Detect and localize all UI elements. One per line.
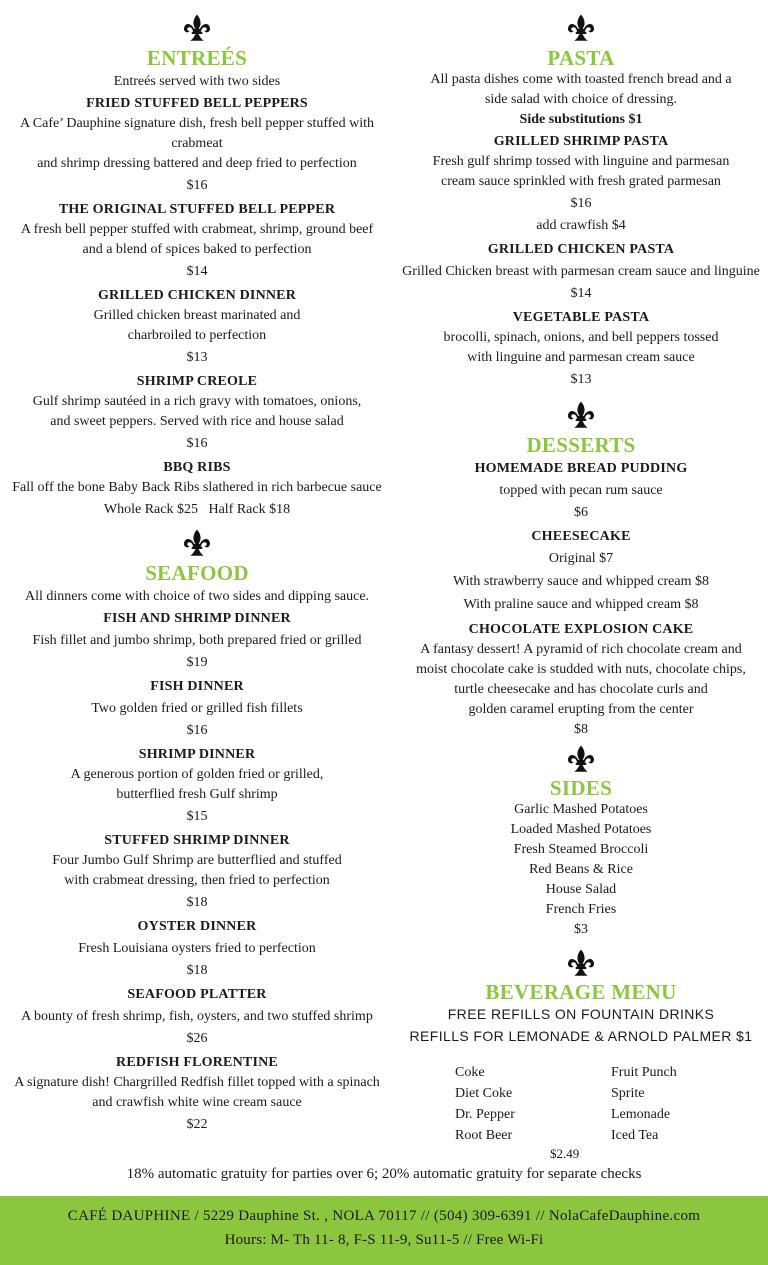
menu-item <box>394 527 768 616</box>
item-price: $18 <box>186 963 208 978</box>
item-extra: add crawfish $4 <box>536 218 626 233</box>
fleur-de-lis-icon <box>566 13 596 43</box>
item-price: $16 <box>186 178 208 193</box>
menu-item <box>394 240 768 304</box>
item-price: $19 <box>186 655 208 670</box>
item-desc: Fall off the bone Baby Back Ribs slathered in rich barbecue sauce <box>12 480 382 495</box>
item-price: Whole Rack $25 Half Rack $18 <box>103 502 291 517</box>
list-item: Diet Coke <box>455 1086 513 1101</box>
seafood-intro: All dinners come with choice of two sides and dipping sauce. <box>24 589 370 604</box>
entrees-intro: Entreés served with two sides <box>113 74 281 89</box>
fleur-de-lis-icon <box>566 744 596 774</box>
list-item: Coke <box>455 1065 485 1080</box>
list-item: Root Beer <box>455 1128 513 1143</box>
footer-address: CAFÉ DAUPHINE / 5229 Dauphine St. , NOLA 70117 // (504) 309-6391 // NolaCafeDauphine.com <box>67 1208 701 1224</box>
menu-item <box>394 308 768 390</box>
item-price: $8 <box>574 722 588 737</box>
item-desc: A Cafe’ Dauphine signature dish, fresh bell pepper stuffed with crabmeat and shrimp dressing battered and deep fried to perfection <box>19 116 375 171</box>
free-refills: FREE REFILLS ON FOUNTAIN DRINKS <box>447 1006 715 1022</box>
item-desc: A fantasy dessert! A pyramid of rich chocolate cream and moist chocolate cake is studded with nuts, chocolate chips, turtle cheesecake and has chocolate curls and golden caramel erupting from the center <box>416 642 746 717</box>
paid-refills: REFILLS FOR LEMONADE & ARNOLD PALMER $1 <box>409 1028 753 1044</box>
list-item: Fruit Punch <box>611 1065 677 1080</box>
menu-item <box>394 620 768 740</box>
desserts-title: DESSERTS <box>526 433 636 457</box>
beverage-col-1 <box>455 1062 515 1146</box>
item-price: $18 <box>186 895 208 910</box>
seafood-title: SEAFOOD <box>145 561 249 585</box>
item-price: $16 <box>186 723 208 738</box>
item-desc: A signature dish! Chargrilled Redfish fillet topped with a spinach and crawfish white wine cream sauce <box>14 1075 380 1110</box>
item-name: BBQ RIBS <box>163 460 231 475</box>
list-item: House Salad <box>545 882 617 897</box>
sides-price: $3 <box>574 922 588 937</box>
pasta-title: PASTA <box>547 46 615 70</box>
item-name: HOMEMADE BREAD PUDDING <box>474 461 688 476</box>
item-desc: A bounty of fresh shrimp, fish, oysters, and two stuffed shrimp <box>21 1009 373 1024</box>
item-desc: brocolli, spinach, onions, and bell peppers tossed with linguine and parmesan cream sauce <box>443 330 719 365</box>
menu-item <box>0 745 394 827</box>
sides-list <box>394 800 768 920</box>
left-column <box>0 0 394 1135</box>
item-desc: A fresh bell pepper stuffed with crabmeat, shrimp, ground beef and a blend of spices baked to perfection <box>20 222 374 257</box>
list-item: Garlic Mashed Potatoes <box>514 802 648 817</box>
menu-item <box>0 94 394 196</box>
menu-item <box>0 831 394 913</box>
item-name: OYSTER DINNER <box>137 919 257 934</box>
fleur-de-lis-icon <box>182 13 212 43</box>
footer-hours: Hours: M- Th 11- 8, F-S 11-9, Su11-5 // Free Wi-Fi <box>224 1232 544 1248</box>
item-name: CHEESECAKE <box>531 529 631 544</box>
item-desc: Grilled Chicken breast with parmesan cream sauce and linguine <box>402 264 760 279</box>
fleur-de-lis-icon <box>566 948 596 978</box>
menu-item <box>0 609 394 673</box>
list-item: Dr. Pepper <box>455 1107 515 1122</box>
list-item: Sprite <box>611 1086 645 1101</box>
item-price: $22 <box>186 1117 208 1132</box>
menu-item <box>0 372 394 454</box>
item-desc: Fresh Louisiana oysters fried to perfection <box>78 941 316 956</box>
item-desc: Gulf shrimp sautéed in a rich gravy with tomatoes, onions, and sweet peppers. Served with rice and house salad <box>32 394 362 429</box>
item-price: $13 <box>186 350 208 365</box>
menu-item <box>0 286 394 368</box>
item-desc: Four Jumbo Gulf Shrimp are butterflied and stuffed with crabmeat dressing, then fried to perfection <box>52 853 342 888</box>
item-desc: Grilled chicken breast marinated and charbroiled to perfection <box>93 308 301 343</box>
gratuity-note: 18% automatic gratuity for parties over 6; 20% automatic gratuity for separate checks <box>126 1166 642 1182</box>
item-name: VEGETABLE PASTA <box>512 310 650 325</box>
menu-item <box>0 677 394 741</box>
right-column <box>394 0 768 1046</box>
item-name: FRIED STUFFED BELL PEPPERS <box>86 96 308 111</box>
item-name: THE ORIGINAL STUFFED BELL PEPPER <box>58 202 336 217</box>
item-name: FISH DINNER <box>150 679 244 694</box>
item-price: $16 <box>186 436 208 451</box>
list-item: Fresh Steamed Broccoli <box>513 842 649 857</box>
list-item: Red Beans & Rice <box>529 862 633 877</box>
menu-item <box>0 985 394 1049</box>
menu-item <box>0 458 394 520</box>
item-price: $13 <box>570 372 592 387</box>
menu-item <box>394 459 768 523</box>
item-name: SHRIMP DINNER <box>138 747 256 762</box>
fleur-de-lis-icon <box>566 400 596 430</box>
item-desc: Two golden fried or grilled fish fillets <box>91 701 303 716</box>
beverage-price: $2.49 <box>550 1146 580 1161</box>
item-name: GRILLED CHICKEN PASTA <box>487 242 675 257</box>
list-item: French Fries <box>545 902 617 917</box>
sides-title: SIDES <box>549 776 613 800</box>
beverage-title: BEVERAGE MENU <box>485 980 677 1004</box>
item-desc: A generous portion of golden fried or grilled, butterflied fresh Gulf shrimp <box>70 767 324 802</box>
item-price: $6 <box>574 505 588 520</box>
item-desc: Fresh gulf shrimp tossed with linguine and parmesan cream sauce sprinkled with fresh grated parmesan <box>432 154 730 189</box>
item-name: GRILLED CHICKEN DINNER <box>97 288 297 303</box>
menu-item <box>394 132 768 236</box>
entrees-title: ENTREÉS <box>146 46 248 70</box>
item-price: $14 <box>186 264 208 279</box>
beverage-col-2 <box>611 1062 677 1146</box>
footer-bar <box>0 1196 768 1265</box>
menu-item <box>0 917 394 981</box>
item-price: $16 <box>570 196 592 211</box>
fleur-de-lis-icon <box>182 528 212 558</box>
item-name: GRILLED SHRIMP PASTA <box>493 134 669 149</box>
item-name: FISH AND SHRIMP DINNER <box>103 611 291 626</box>
menu-item <box>0 1053 394 1135</box>
list-item: Iced Tea <box>611 1128 659 1143</box>
item-name: STUFFED SHRIMP DINNER <box>104 833 290 848</box>
item-name: REDFISH FLORENTINE <box>116 1055 278 1070</box>
item-desc: Fish fillet and jumbo shrimp, both prepared fried or grilled <box>32 633 362 648</box>
item-name: SHRIMP CREOLE <box>136 374 258 389</box>
item-name: SEAFOOD PLATTER <box>127 987 267 1002</box>
item-price: $14 <box>570 286 592 301</box>
item-name: CHOCOLATE EXPLOSION CAKE <box>468 622 694 637</box>
list-item: Lemonade <box>611 1107 671 1122</box>
item-price: $26 <box>186 1031 208 1046</box>
menu-item <box>0 200 394 282</box>
item-desc: topped with pecan rum sauce <box>499 483 663 498</box>
pasta-intro: All pasta dishes come with toasted french bread and a side salad with choice of dressing. Side substitutions $1 <box>430 72 732 127</box>
list-item: Loaded Mashed Potatoes <box>510 822 652 837</box>
item-price: $15 <box>186 809 208 824</box>
item-desc: Original $7 With strawberry sauce and whipped cream $8 With praline sauce and whipped cream $8 <box>452 551 709 612</box>
